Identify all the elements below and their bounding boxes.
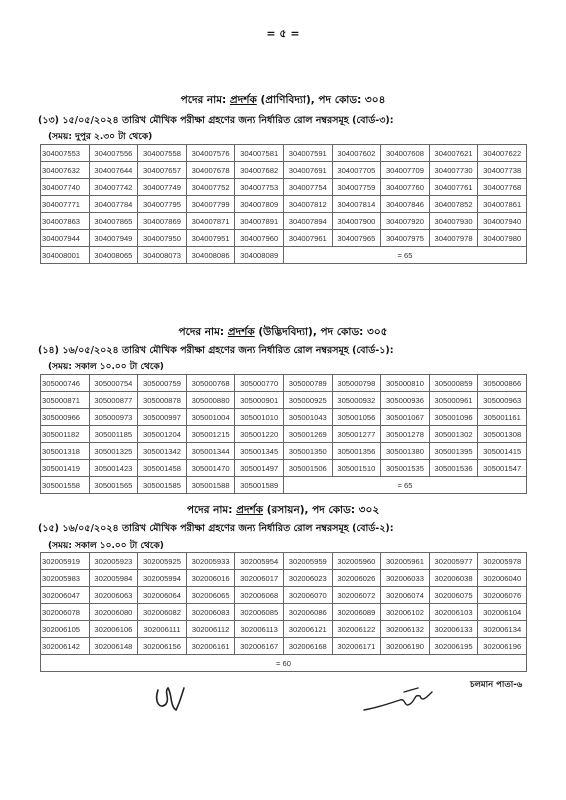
roll-cell: 305001302 [429,426,478,443]
roll-cell: 302005984 [89,570,138,587]
roll-cell: 304007784 [89,196,138,213]
roll-cell: 305000936 [381,392,430,409]
roll-cell: 302006103 [429,604,478,621]
roll-cell: 304007861 [478,196,527,213]
total-count: = 65 [283,477,526,494]
roll-cell: 304007691 [283,162,332,179]
roll-cell: 305000901 [235,392,284,409]
roll-cell: 305001585 [138,477,187,494]
table-row [41,443,527,460]
table-row [41,375,527,392]
roll-cell: 302005983 [41,570,90,587]
notice: (১৫) ১৬/০৫/২০২৪ তারিখ মৌখিক পরীক্ষা গ্রহণের জন্য নির্ধারিত রোল নম্বরসমূহ (বোর্ড-২): [38,523,394,534]
roll-cell: 305001356 [332,443,381,460]
table-row [41,145,527,162]
roll-cell: 305000866 [478,375,527,392]
roll-cell: 304007621 [429,145,478,162]
roll-cell: 305001589 [235,477,284,494]
page-number: = ৫ = [266,27,300,40]
roll-cell: 305001004 [186,409,235,426]
roll-cell: 304007754 [283,179,332,196]
roll-cell: 304007553 [41,145,90,162]
roll-cell: 302006171 [332,638,381,655]
roll-cell: 304007753 [235,179,284,196]
roll-cell: 304007891 [235,213,284,230]
post-title [0,503,566,520]
table-row-total [41,655,527,672]
roll-cell: 304007950 [138,230,187,247]
roll-cell: 302006089 [332,604,381,621]
roll-cell: 304007740 [41,179,90,196]
roll-cell: 302006072 [332,587,381,604]
roll-cell: 305001458 [138,460,187,477]
roll-cell: 302005959 [283,553,332,570]
roll-cell: 304007814 [332,196,381,213]
roll-cell: 304007846 [381,196,430,213]
roll-cell: 304008089 [235,247,284,264]
roll-cell: 305000878 [138,392,187,409]
roll-cell: 302006167 [235,638,284,655]
roll-cell: 304007920 [381,213,430,230]
roll-cell: 305000932 [332,392,381,409]
roll-cell: 302005977 [429,553,478,570]
roll-cell: 305001277 [332,426,381,443]
roll-cell: 305001161 [478,409,527,426]
roll-cell: 305001497 [235,460,284,477]
roll-cell: 304007657 [138,162,187,179]
roll-cell: 304007865 [89,213,138,230]
time: (সময়: সকাল ১০.০০ টা থেকে) [48,362,164,372]
roll-cell: 302006047 [41,587,90,604]
roll-cell: 305001344 [186,443,235,460]
roll-cell: 302006075 [429,587,478,604]
roll-cell: 305000963 [478,392,527,409]
roll-cell: 304007975 [381,230,430,247]
table-row [41,213,527,230]
roll-cell: 304008065 [89,247,138,264]
roll-cell: 302006111 [138,621,187,638]
table-row [41,460,527,477]
roll-cell: 305000859 [429,375,478,392]
post-title-prefix: পদের নাম: [186,504,237,516]
post-title [0,93,566,110]
roll-cell: 302006040 [478,570,527,587]
roll-cell: 305001182 [41,426,90,443]
roll-cell: 304007644 [89,162,138,179]
roll-cell: 305001325 [89,443,138,460]
table-row [41,196,527,213]
roll-cell: 305001067 [381,409,430,426]
roll-table [40,144,527,264]
roll-cell: 302006017 [235,570,284,587]
roll-cell: 302006026 [332,570,381,587]
roll-cell: 302006133 [429,621,478,638]
roll-cell: 302006076 [478,587,527,604]
roll-cell: 302006038 [429,570,478,587]
roll-cell: 305001536 [429,460,478,477]
roll-cell: 302006161 [186,638,235,655]
roll-cell: 304007682 [235,162,284,179]
roll-cell: 305001096 [429,409,478,426]
roll-cell: 304008073 [138,247,187,264]
roll-cell: 302006168 [283,638,332,655]
roll-cell: 304007591 [283,145,332,162]
roll-cell: 305001043 [283,409,332,426]
roll-cell: 305001318 [41,443,90,460]
roll-cell: 302006033 [381,570,430,587]
roll-cell: 305001535 [381,460,430,477]
roll-cell: 305001056 [332,409,381,426]
roll-cell: 302006134 [478,621,527,638]
roll-cell: 305000810 [381,375,430,392]
roll-cell: 302006148 [89,638,138,655]
roll-cell: 305001558 [41,477,90,494]
roll-cell: 304007749 [138,179,187,196]
roll-cell: 302006102 [381,604,430,621]
roll-cell: 305001010 [235,409,284,426]
table-row [41,553,527,570]
roll-cell: 304007608 [381,145,430,162]
roll-cell: 302006065 [186,587,235,604]
post-title-name: প্রদর্শক [229,94,257,106]
roll-cell: 305001220 [235,426,284,443]
roll-cell: 302006086 [283,604,332,621]
table-row [41,230,527,247]
roll-cell: 304007738 [478,162,527,179]
roll-cell: 305001470 [186,460,235,477]
roll-cell: 302006104 [478,604,527,621]
roll-table [40,374,527,494]
roll-cell: 305001547 [478,460,527,477]
table-row [41,162,527,179]
roll-cell: 305001395 [429,443,478,460]
roll-cell: 304008086 [186,247,235,264]
roll-cell: 302006082 [138,604,187,621]
roll-cell: 305000973 [89,409,138,426]
roll-cell: 302006064 [138,587,187,604]
roll-cell: 304007930 [429,213,478,230]
roll-cell: 304007678 [186,162,235,179]
roll-cell: 304007900 [332,213,381,230]
roll-cell: 305001269 [283,426,332,443]
roll-cell: 302005954 [235,553,284,570]
roll-cell: 304007709 [381,162,430,179]
roll-cell: 302006122 [332,621,381,638]
table-row [41,621,527,638]
roll-cell: 305000966 [41,409,90,426]
roll-cell: 302005994 [138,570,187,587]
roll-cell: 305001204 [138,426,187,443]
roll-cell: 305000754 [89,375,138,392]
roll-cell: 305000770 [235,375,284,392]
roll-cell: 305001308 [478,426,527,443]
notice: (১৪) ১৬/০৫/২০২৪ তারিখ মৌখিক পরীক্ষা গ্রহণের জন্য নির্ধারিত রোল নম্বরসমূহ (বোর্ড-১): [38,345,394,356]
table-row-total [41,247,527,264]
roll-cell: 302006080 [89,604,138,621]
total-count: = 60 [41,655,527,672]
roll-cell: 302006195 [429,638,478,655]
roll-cell: 305000798 [332,375,381,392]
time: (সময়: দুপুর ২.৩০ টা থেকে) [48,132,153,142]
roll-cell: 304007951 [186,230,235,247]
roll-cell: 304007869 [138,213,187,230]
roll-cell: 305001419 [41,460,90,477]
roll-cell: 304007961 [283,230,332,247]
time: (সময়: সকাল ১০.০০ টা থেকে) [48,541,164,551]
roll-cell: 305001185 [89,426,138,443]
roll-cell: 304008001 [41,247,90,264]
roll-cell: 302005923 [89,553,138,570]
roll-cell: 302006023 [283,570,332,587]
table-row [41,587,527,604]
roll-cell: 304007812 [283,196,332,213]
roll-cell: 304007556 [89,145,138,162]
roll-cell: 304007768 [478,179,527,196]
roll-cell: 305001342 [138,443,187,460]
roll-cell: 304007581 [235,145,284,162]
post-title-suffix: (উদ্ভিদবিদ্যা), পদ কোড: ৩০৫ [254,326,388,338]
roll-cell: 302006068 [235,587,284,604]
roll-cell: 305000759 [138,375,187,392]
roll-cell: 304007622 [478,145,527,162]
roll-cell: 304007940 [478,213,527,230]
roll-cell: 305001423 [89,460,138,477]
roll-cell: 305001510 [332,460,381,477]
table-row [41,426,527,443]
notice: (১৩) ১৫/০৫/২০২৪ তারিখ মৌখিক পরীক্ষা গ্রহণের জন্য নির্ধারিত রোল নম্বরসমূহ (বোর্ড-৩): [38,115,394,126]
roll-cell: 304007576 [186,145,235,162]
roll-cell: 305000746 [41,375,90,392]
table-row-total [41,477,527,494]
roll-cell: 305001415 [478,443,527,460]
running-page-label: চলমান পাতা-৬ [470,680,523,690]
post-title-suffix: (প্রাণিবিদ্যা), পদ কোড: ৩০৪ [256,94,386,106]
signature-right [360,680,440,720]
roll-cell: 304007949 [89,230,138,247]
roll-cell: 305001350 [283,443,332,460]
post-title-name: প্রদর্শক [227,326,255,338]
roll-cell: 302006156 [138,638,187,655]
roll-cell: 304007960 [235,230,284,247]
table-row [41,409,527,426]
roll-cell: 304007965 [332,230,381,247]
roll-cell: 302006121 [283,621,332,638]
roll-cell: 302006113 [235,621,284,638]
roll-cell: 304007760 [381,179,430,196]
post-title-prefix: পদের নাম: [180,94,230,106]
roll-cell: 302006078 [41,604,90,621]
total-count: = 65 [283,247,526,264]
roll-cell: 304007761 [429,179,478,196]
roll-cell: 305001506 [283,460,332,477]
roll-cell: 304007795 [138,196,187,213]
post-title-prefix: পদের নাম: [178,326,228,338]
post-title [0,325,566,342]
roll-cell: 305001565 [89,477,138,494]
roll-cell: 304007863 [41,213,90,230]
roll-cell: 302006190 [381,638,430,655]
roll-cell: 302006112 [186,621,235,638]
roll-cell: 304007759 [332,179,381,196]
roll-cell: 304007771 [41,196,90,213]
roll-cell: 305000768 [186,375,235,392]
table-row [41,179,527,196]
roll-cell: 305000880 [186,392,235,409]
roll-cell: 305001345 [235,443,284,460]
roll-cell: 305000877 [89,392,138,409]
roll-cell: 302006070 [283,587,332,604]
roll-cell: 304007705 [332,162,381,179]
roll-cell: 304007602 [332,145,381,162]
roll-cell: 304007799 [186,196,235,213]
roll-cell: 304007944 [41,230,90,247]
roll-cell: 304007809 [235,196,284,213]
roll-cell: 305001588 [186,477,235,494]
roll-cell: 304007558 [138,145,187,162]
table-row [41,570,527,587]
roll-cell: 305000925 [283,392,332,409]
roll-cell: 302005961 [381,553,430,570]
roll-cell: 305000961 [429,392,478,409]
post-title-name: প্রদর্শক [236,504,264,516]
roll-cell: 302006016 [186,570,235,587]
roll-cell: 305000789 [283,375,332,392]
table-row [41,604,527,621]
roll-cell: 304007978 [429,230,478,247]
roll-cell: 302006196 [478,638,527,655]
roll-cell: 302006132 [381,621,430,638]
signature-left [150,680,190,720]
roll-cell: 305000997 [138,409,187,426]
roll-cell: 304007632 [41,162,90,179]
roll-cell: 302006106 [89,621,138,638]
table-row [41,392,527,409]
roll-cell: 302006074 [381,587,430,604]
roll-cell: 302005925 [138,553,187,570]
roll-cell: 305000871 [41,392,90,409]
roll-cell: 302006142 [41,638,90,655]
roll-cell: 304007752 [186,179,235,196]
roll-cell: 305001215 [186,426,235,443]
roll-cell: 302005919 [41,553,90,570]
roll-cell: 302006063 [89,587,138,604]
roll-cell: 302006105 [41,621,90,638]
roll-cell: 305001278 [381,426,430,443]
roll-cell: 302005960 [332,553,381,570]
table-row [41,638,527,655]
roll-table [40,552,527,672]
roll-cell: 304007980 [478,230,527,247]
post-title-suffix: (রসায়ন), পদ কোড: ৩০২ [263,504,380,516]
roll-cell: 304007894 [283,213,332,230]
roll-cell: 304007852 [429,196,478,213]
roll-cell: 302005978 [478,553,527,570]
roll-cell: 304007742 [89,179,138,196]
roll-cell: 302006085 [235,604,284,621]
roll-cell: 302005933 [186,553,235,570]
roll-cell: 305001380 [381,443,430,460]
roll-cell: 304007871 [186,213,235,230]
roll-cell: 304007730 [429,162,478,179]
roll-cell: 302006083 [186,604,235,621]
